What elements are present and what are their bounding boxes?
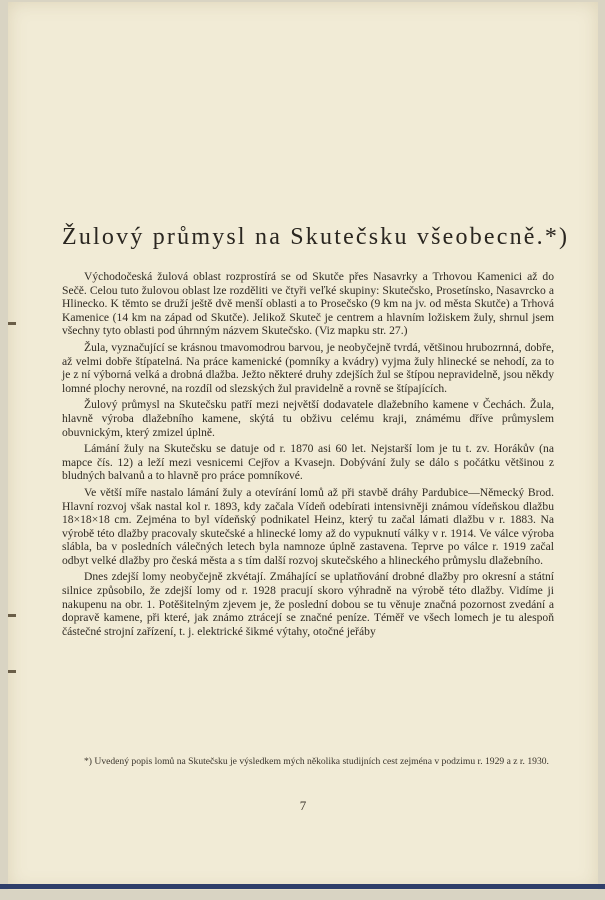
document-page [8, 2, 598, 890]
paragraph: Žulový průmysl na Skutečsku patří mezi největší dodavatele dlažebního kamene v Čechách. Žula, hlavně výroba dlažebního kamene, skýtá tu obživu celému kraji, známému dříve průmyslem obuvnickým, který zmizel úplně. [62, 398, 554, 439]
margin-mark [8, 322, 16, 325]
page-title: Žulový průmysl na Skutečsku všeobecně.*) [62, 224, 570, 250]
bottom-edge-rule [0, 884, 605, 889]
page-number: 7 [299, 798, 307, 813]
margin-mark [8, 670, 16, 673]
footnote: *) Uvedený popis lomů na Skutečsku je výsledkem mých několika studijních cest zejména v podzimu r. 1929 a z r. 1930. [84, 756, 549, 767]
margin-mark [8, 614, 16, 617]
paragraph: Žula, vyznačující se krásnou tmavomodrou barvou, je neobyčejně tvrdá, většinou hrubozrnná, dobře, až velmi dobře štípatelná. Na práce kamenické (pomníky a kvádry) vyjma žuly hlinecké se nehodí, za to je z ní výborná velká a drobná dlažba. Ježto některé druhy zdejších žul se štípou nepravidelně, jsou někdy lomné plochy nerovné, na rozdíl od slezských žul pravidelně a rovně se štípajících. [62, 340, 554, 395]
body-text [62, 270, 554, 641]
paragraph: Ve větší míře nastalo lámání žuly a otevírání lomů až při stavbě dráhy Pardubice—Německý Brod. Hlavní rozvoj však nastal kol r. 1893, kdy začala Vídeň odebírati intensivněji známou vídeňskou dlažbu 18×18×18 cm. Zejména to byl vídeňský podnikatel Heinz, který tu začal lámati dlažbu v r. 1883. Na výrobě této dlažby pracovaly skutečské a hlinecké lomy až do vypuknutí války v r. 1914. Ve válce výroba slábla, ba v posledních válečných letech byla namnoze úplně zastavena. Teprve po válce r. 1919 začal odbyt velké dlažby pro česká města a s tím další rozvoj skutečského a hlineckého průmyslu dlažebního. [62, 485, 554, 567]
paragraph: Lámání žuly na Skutečsku se datuje od r. 1870 asi 60 let. Nejstarší lom je tu t. zv. Horákův (na mapce čís. 12) a leží mezi vesnicemi Cejřov a Kvasejn. Dobývání žuly se dálo s počátku většinou z bludných balvanů a to hlavně pro práce pomníkové. [62, 442, 554, 483]
paragraph: Dnes zdejší lomy neobyčejně zkvétají. Zmáhající se uplatňování drobné dlažby pro okresní a státní silnice způsobilo, že zdejší lomy od r. 1928 pracují skoro výhradně na výrobě této dlažby. Vidíme ji nakupenu na obr. 1. Potěšitelným zjevem je, že poslední dobou se tu věnuje značná pozornost zvedání a dopravě kamene, při které, jak známo ztrácejí se značné peníze. Téměř ve všech lomech je tu alespoň částečné strojní zařízení, t. j. elektrické šikmé výtahy, otočné jeřáby [62, 570, 554, 638]
paragraph: Východočeská žulová oblast rozprostírá se od Skutče přes Nasavrky a Trhovou Kamenici až do Sečě. Celou tuto žulovou oblast lze rozděliti ve čtyři veľké skupiny: Skutečsko, Prosetínsko, Nasavrcko a Hlinecko. K těmto se druží ještě dvě menší oblasti a to Prosečsko (9 km na jv. od města Skutče) a Trhová Kamenice (14 km na západ od Skutče). Jelikož Skuteč je centrem a hlavním ložiskem žuly, shrnul jsem všechny tyto oblasti pod úhrnným názvem Skutečsko. (Viz mapku str. 27.) [62, 270, 554, 338]
